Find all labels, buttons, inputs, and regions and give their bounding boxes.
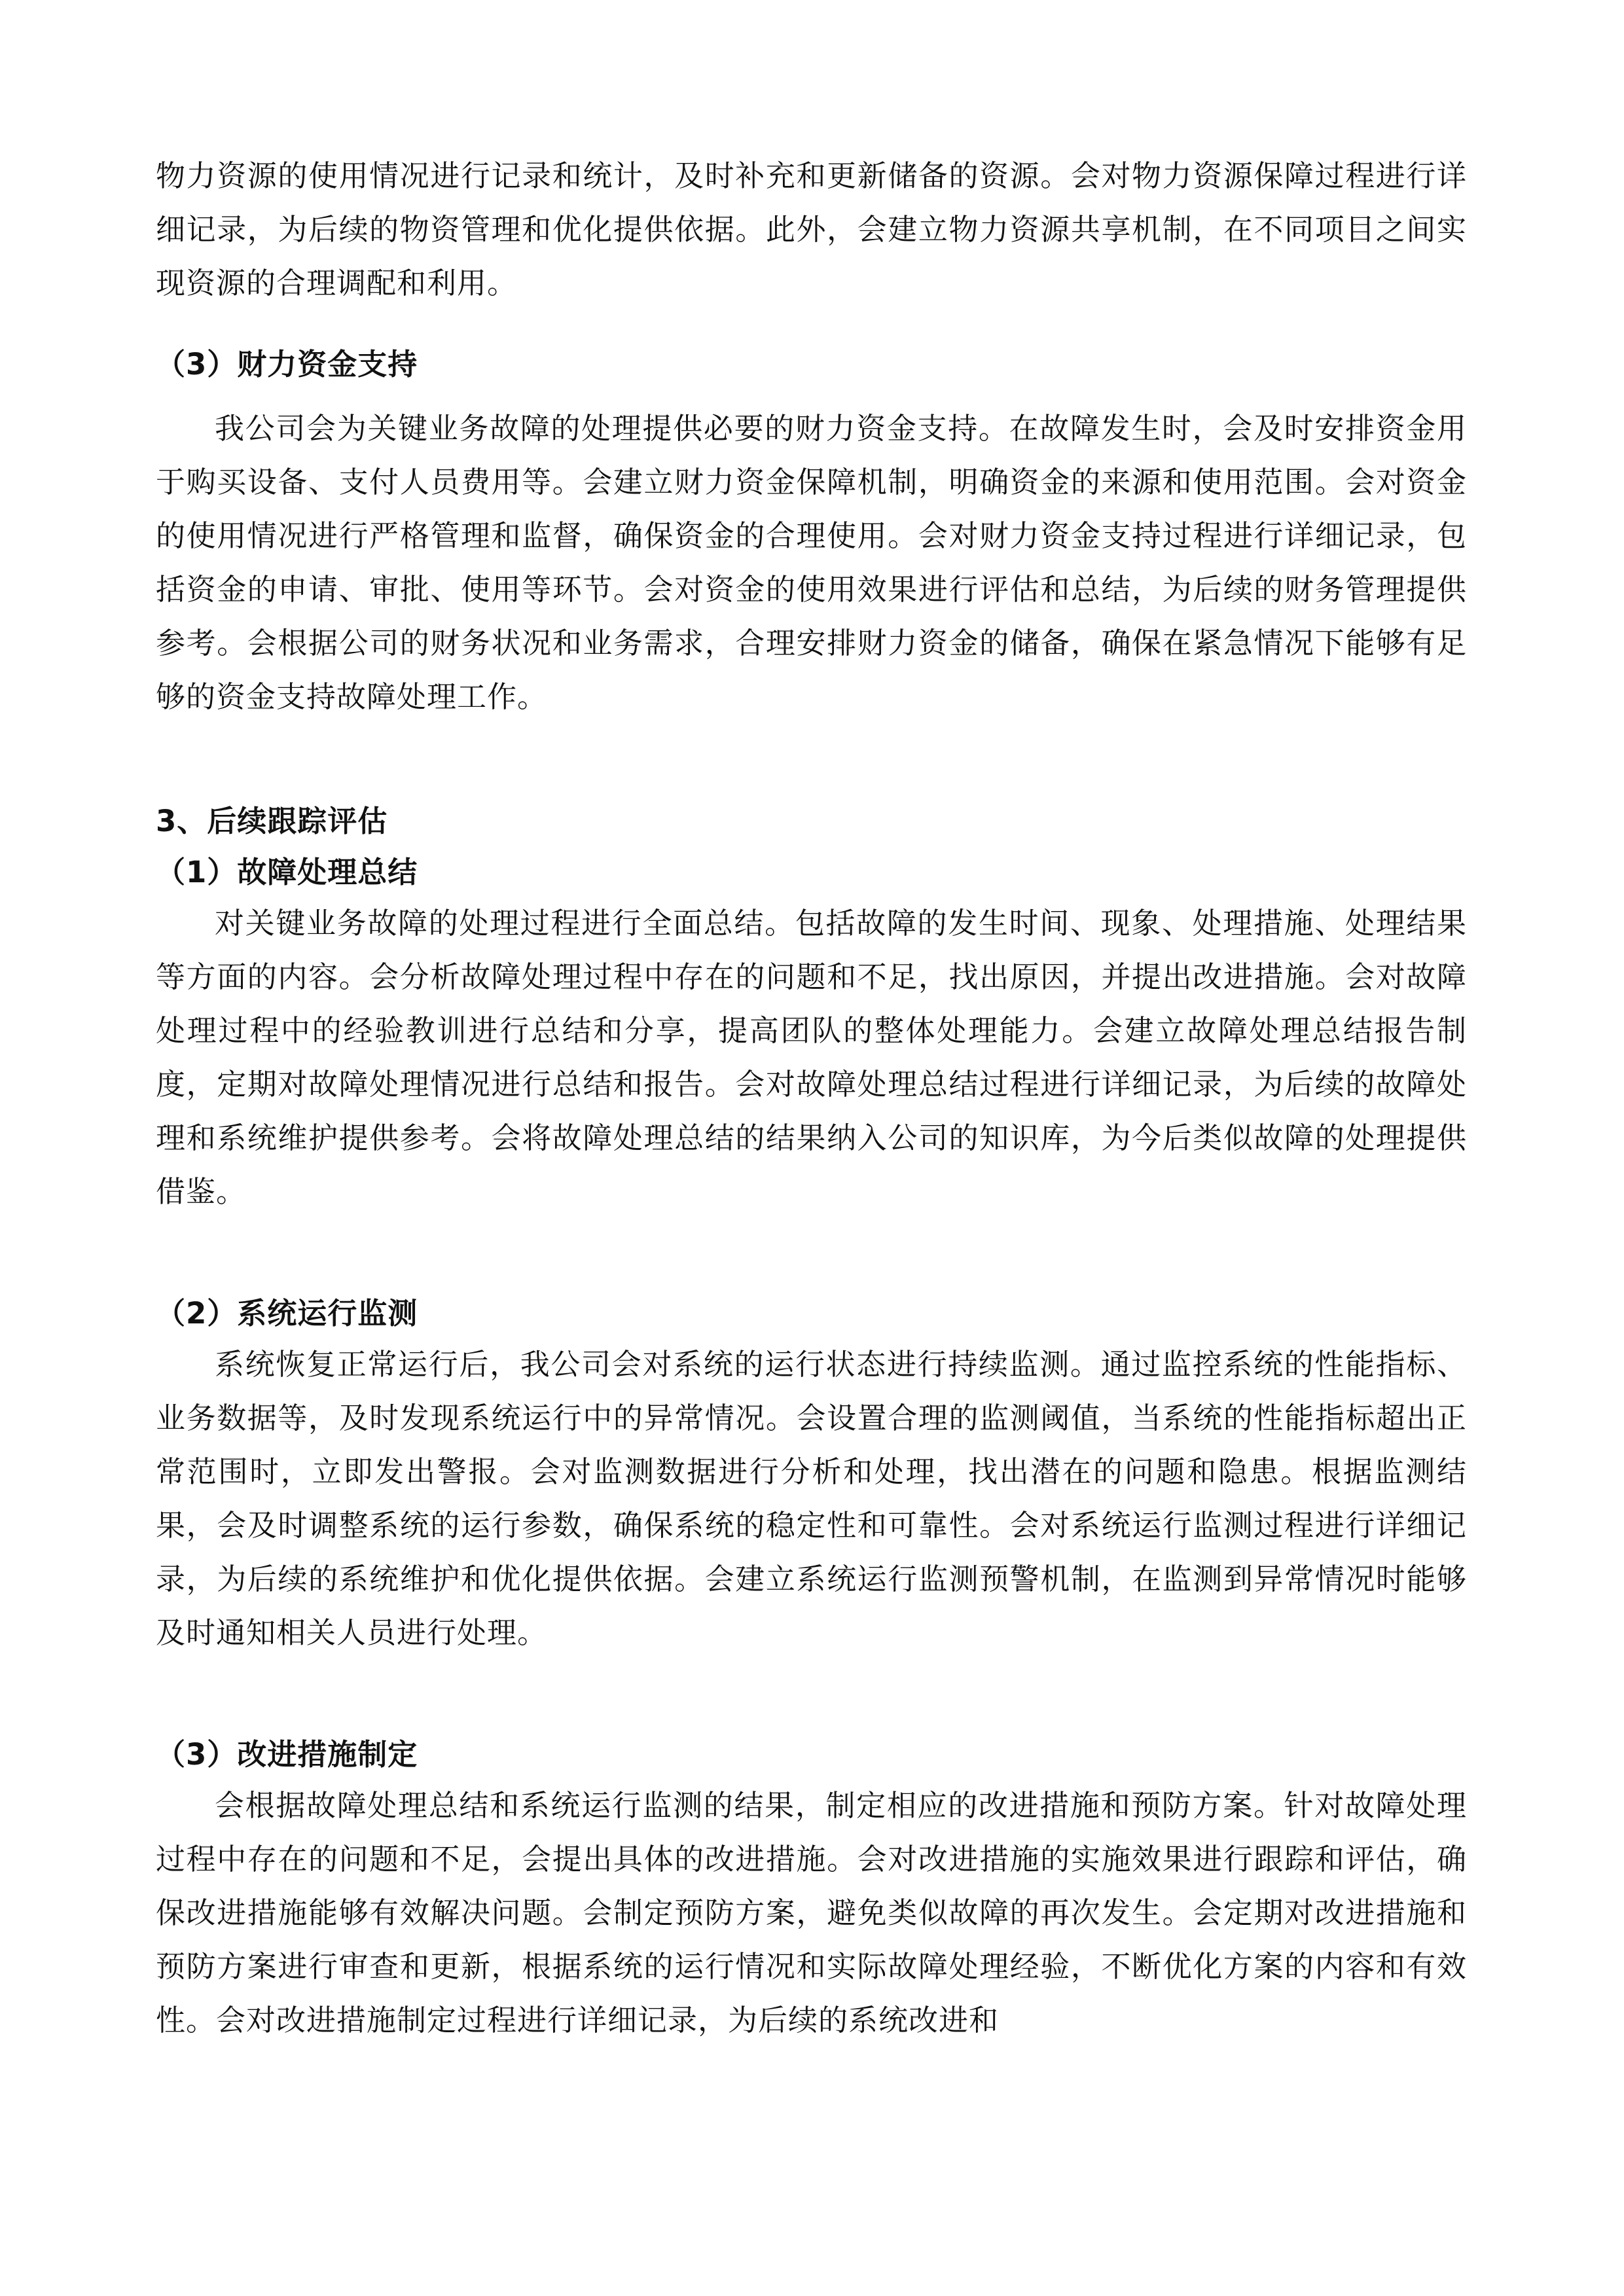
heading-fault-summary: （1）故障处理总结 — [156, 855, 418, 889]
heading-finance-support: （3）财力资金支持 — [156, 347, 418, 382]
heading-improvement-measures: （3）改进措施制定 — [156, 1737, 418, 1772]
monitor-paragraph: 系统恢复正常运行后，我公司会对系统的运行状态进行持续监测。通过监控系统的性能指标、业务数据等，及时发现系统运行中的异常情况。会设置合理的监测阈值，当系统的性能指标超出正常范围时，立即发出警报。会对监测数据进行分析和处理，找出潜在的问题和隐患。根据监测结果，会及时调整系统的运行参数，确保系统的稳定性和可靠性。会对系统运行监测过程进行详细记录，为后续的系统维护和优化提供依据。会建立系统运行监测预警机制，在监测到异常情况时能够及时通知相关人员进行处理。 — [156, 1347, 1467, 1650]
heading-system-monitoring: （2）系统运行监测 — [156, 1296, 418, 1331]
heading-section-3: 3、后续跟踪评估 — [156, 804, 388, 838]
improve-paragraph: 会根据故障处理总结和系统运行监测的结果，制定相应的改进措施和预防方案。针对故障处理过程中存在的问题和不足，会提出具体的改进措施。会对改进措施的实施效果进行跟踪和评估，确保改进措施能够有效解决问题。会制定预防方案，避免类似故障的再次发生。会定期对改进措施和预防方案进行审查和更新，根据系统的运行情况和实际故障处理经验，不断优化方案的内容和有效性。会对改进措施制定过程进行详细记录，为后续的系统改进和 — [156, 1788, 1467, 2037]
summary-paragraph: 对关键业务故障的处理过程进行全面总结。包括故障的发生时间、现象、处理措施、处理结果等方面的内容。会分析故障处理过程中存在的问题和不足，找出原因，并提出改进措施。会对故障处理过程中的经验教训进行总结和分享，提高团队的整体处理能力。会建立故障处理总结报告制度，定期对故障处理情况进行总结和报告。会对故障处理总结过程进行详细记录，为后续的故障处理和系统维护提供参考。会将故障处理总结的结果纳入公司的知识库，为今后类似故障的处理提供借鉴。 — [156, 906, 1467, 1209]
intro-paragraph: 物力资源的使用情况进行记录和统计，及时补充和更新储备的资源。会对物力资源保障过程进行详细记录，为后续的物资管理和优化提供依据。此外，会建立物力资源共享机制，在不同项目之间实现资源的合理调配和利用。 — [156, 158, 1467, 300]
finance-paragraph: 我公司会为关键业务故障的处理提供必要的财力资金支持。在故障发生时，会及时安排资金用于购买设备、支付人员费用等。会建立财力资金保障机制，明确资金的来源和使用范围。会对资金的使用情况进行严格管理和监督，确保资金的合理使用。会对财力资金支持过程进行详细记录，包括资金的申请、审批、使用等环节。会对资金的使用效果进行评估和总结，为后续的财务管理提供参考。会根据公司的财务状况和业务需求，合理安排财力资金的储备，确保在紧急情况下能够有足够的资金支持故障处理工作。 — [156, 411, 1467, 714]
